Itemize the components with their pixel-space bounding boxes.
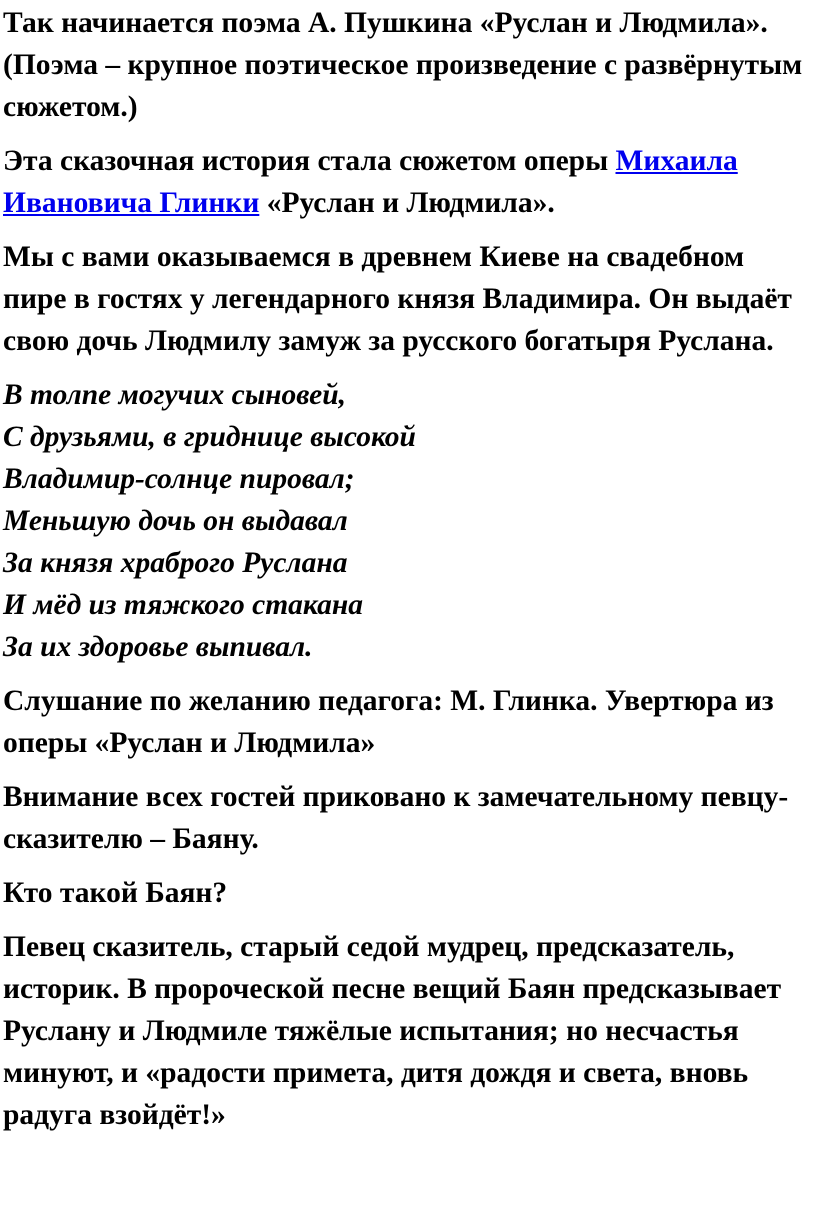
glinka-link[interactable]: Михаила Ивановича Глинки bbox=[3, 145, 738, 219]
opera-text-after: «Руслан и Людмила». bbox=[259, 187, 555, 219]
poem-line: Меньшую дочь он выдавал bbox=[3, 505, 348, 537]
bayan-intro-paragraph: Внимание всех гостей приковано к замечательному певцу-сказителю – Баяну. bbox=[3, 781, 789, 855]
bayan-answer-paragraph: Певец сказитель, старый седой мудрец, предсказатель, историк. В пророческой песне вещий Баян предсказывает Руслану и Людмиле тяжёлые испытания; но несчастья минуют, и «радости примета, дитя дождя и света, вновь радуга взойдёт!» bbox=[3, 931, 782, 1131]
question-paragraph: Кто такой Баян? bbox=[3, 877, 228, 909]
opera-paragraph bbox=[3, 140, 813, 224]
kiev-paragraph: Мы с вами оказываемся в древнем Киеве на свадебном пире в гостях у легендарного князя Владимира. Он выдаёт свою дочь Людмилу замуж за русского богатыря Руслана. bbox=[3, 241, 792, 357]
opera-text-before: Эта сказочная история стала сюжетом оперы bbox=[3, 145, 616, 177]
poem-line: Владимир-солнце пировал; bbox=[3, 463, 355, 495]
poem-line: В толпе могучих сыновей, bbox=[3, 379, 346, 411]
poem-line: С друзьями, в гриднице высокой bbox=[3, 421, 416, 453]
poem-line: И мёд из тяжкого стакана bbox=[3, 589, 363, 621]
poem-line: За князя храброго Руслана bbox=[3, 547, 348, 579]
document-body bbox=[3, 2, 813, 1148]
poem-quote bbox=[3, 374, 813, 668]
intro-paragraph: Так начинается поэма А. Пушкина «Руслан и Людмила». (Поэма – крупное поэтическое произведение с развёрнутым сюжетом.) bbox=[3, 7, 803, 123]
poem-line: За их здоровье выпивал. bbox=[3, 631, 313, 663]
listening-paragraph: Слушание по желанию педагога: М. Глинка. Увертюра из оперы «Руслан и Людмила» bbox=[3, 685, 774, 759]
